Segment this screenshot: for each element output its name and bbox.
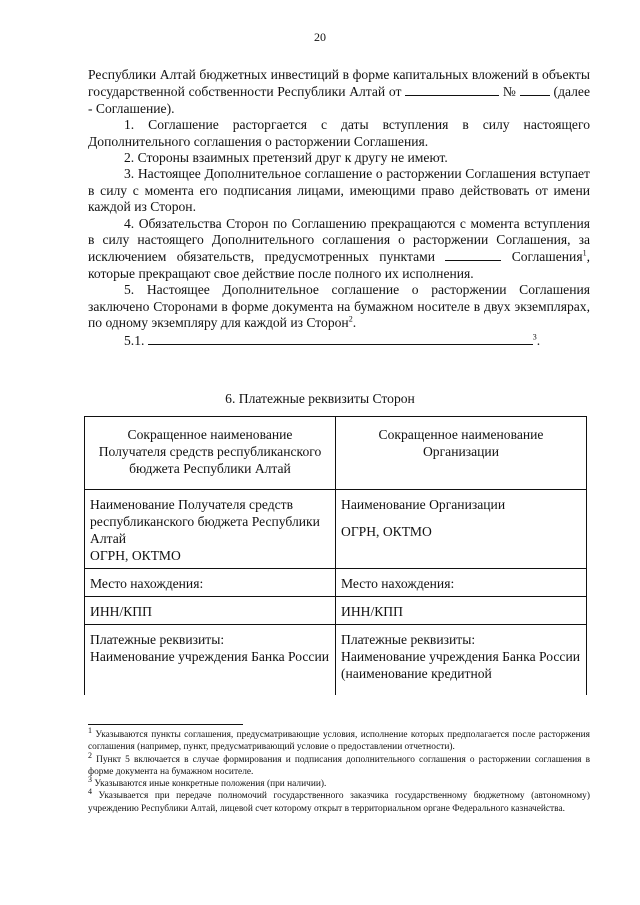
- table-row: [85, 490, 587, 569]
- clause-5-text: 5. Настоящее Дополнительное соглашение о расторжении Соглашения заключено Сторонами в форме документа на бумажном носителе в двух экземплярах, по одному экземпляру для каждой из Сторон: [88, 282, 590, 331]
- date-blank: [405, 83, 499, 96]
- organization-name-label: Наименование Организации: [341, 497, 506, 512]
- header-recipient: Сокращенное наименование Получателя средств республиканского бюджета Республики Алтай: [85, 417, 336, 490]
- organization-bank-label: Наименование учреждения Банка России (наименование кредитной: [341, 649, 581, 681]
- clause-4-agreement: Соглашения: [501, 249, 583, 265]
- clause-4-text: 4. Обязательства Сторон по Соглашению прекращаются с момента вступления в силу настоящего Дополнительного соглашения о расторжении Соглашения, за исключением обязательств, предусмотренных пунктами: [88, 215, 590, 265]
- footnote-4: [88, 787, 590, 815]
- footnote-ref-3: 3: [532, 331, 537, 341]
- footnote-2-number: 2: [88, 750, 92, 760]
- cell-recipient-name: [85, 490, 336, 569]
- recipient-name-label: Наименование Получателя средств республиканского бюджета Республики Алтай: [90, 497, 320, 546]
- organization-payment-label: Платежные реквизиты:: [341, 632, 476, 647]
- clause-3: 3. Настоящее Дополнительное соглашение о расторжении Соглашения вступает в силу с момента его подписания лицами, имеющими право действовать от имени каждой из Сторон.: [88, 166, 590, 215]
- intro-paragraph: [88, 67, 590, 117]
- organization-ogrn-label: ОГРН, ОКТМО: [341, 524, 432, 539]
- footnote-ref-2: 2: [348, 314, 353, 324]
- clause-5: [88, 282, 590, 331]
- cell-organization-inn: ИНН/КПП: [336, 597, 587, 625]
- footnote-2: [88, 750, 590, 779]
- cell-organization-name: [336, 490, 587, 569]
- footnote-3-text: Указываются иные конкретные положения (при наличии).: [92, 779, 327, 790]
- page-number: 20: [314, 30, 326, 44]
- clause-5-1-blank: [148, 332, 533, 345]
- header-organization: Сокращенное наименование Организации: [336, 417, 587, 490]
- clause-1: 1. Соглашение расторгается с даты вступления в силу настоящего Дополнительного соглашения о расторжении Соглашения.: [88, 117, 590, 149]
- cell-recipient-location: Место нахождения:: [85, 569, 336, 597]
- clause-4: [88, 216, 590, 283]
- footnote-2-text: Пункт 5 включается в случае формирования и подписания дополнительного соглашения о расторжении соглашения в форме документа на бумажном носителе.: [88, 754, 590, 777]
- number-sign: №: [499, 84, 520, 100]
- cell-recipient-payment: [85, 625, 336, 696]
- footnote-1: [88, 725, 590, 754]
- clause-5-1: [88, 332, 590, 349]
- footnotes: [88, 725, 590, 815]
- intro-line: Республики Алтай бюджетных инвестиций в форме капитальных вложений в объекты государственной собственности Республики Алтай от: [88, 67, 590, 100]
- intro-line-end: (далее - Соглашение).: [88, 84, 590, 116]
- cell-organization-location: Место нахождения:: [336, 569, 587, 597]
- clause-5-end: .: [352, 315, 357, 331]
- table-row: [85, 597, 587, 625]
- clause-5-1-end: .: [536, 332, 541, 348]
- cell-organization-payment: [336, 625, 587, 696]
- payment-details-table: [84, 416, 587, 695]
- footnote-ref-1: 1: [582, 248, 587, 258]
- clause-4-end: , которые прекращают свое действие после полного их исполнения.: [88, 249, 590, 281]
- recipient-payment-label: Платежные реквизиты:: [90, 632, 225, 647]
- table-row: [85, 569, 587, 597]
- agreement-body: [88, 67, 590, 349]
- clause-2: 2. Стороны взаимных претензий друг к другу не имеют.: [124, 150, 448, 166]
- footnote-3-number: 3: [88, 775, 92, 785]
- footnote-1-text: Указываются пункты соглашения, предусматривающие условия, исполнение которых предполагается после расторжения соглашения (например, пункт, предусматривающий условие о предоставлении отчетности).: [88, 730, 590, 753]
- table-header-row: [85, 417, 587, 490]
- recipient-bank-label: Наименование учреждения Банка России: [90, 649, 330, 664]
- footnote-1-number: 1: [88, 725, 92, 735]
- footnote-separator: [88, 724, 243, 725]
- section-title: 6. Платежные реквизиты Сторон: [225, 391, 415, 406]
- number-blank: [520, 83, 550, 96]
- recipient-ogrn-label: ОГРН, ОКТМО: [90, 548, 181, 563]
- footnote-4-number: 4: [88, 787, 92, 797]
- footnote-4-text: Указывается при передаче полномочий государственного заказчика государственному бюджетному (автономному) учреждению Республики Алтай, лицевой счет которому открыт в территориальном органе Федерального казначейства.: [88, 791, 590, 814]
- cell-recipient-inn: ИНН/КПП: [85, 597, 336, 625]
- clauses-blank: [445, 248, 501, 261]
- table-row: [85, 625, 587, 696]
- clause-5-1-number: 5.1.: [124, 332, 148, 348]
- footnote-3: [88, 775, 590, 790]
